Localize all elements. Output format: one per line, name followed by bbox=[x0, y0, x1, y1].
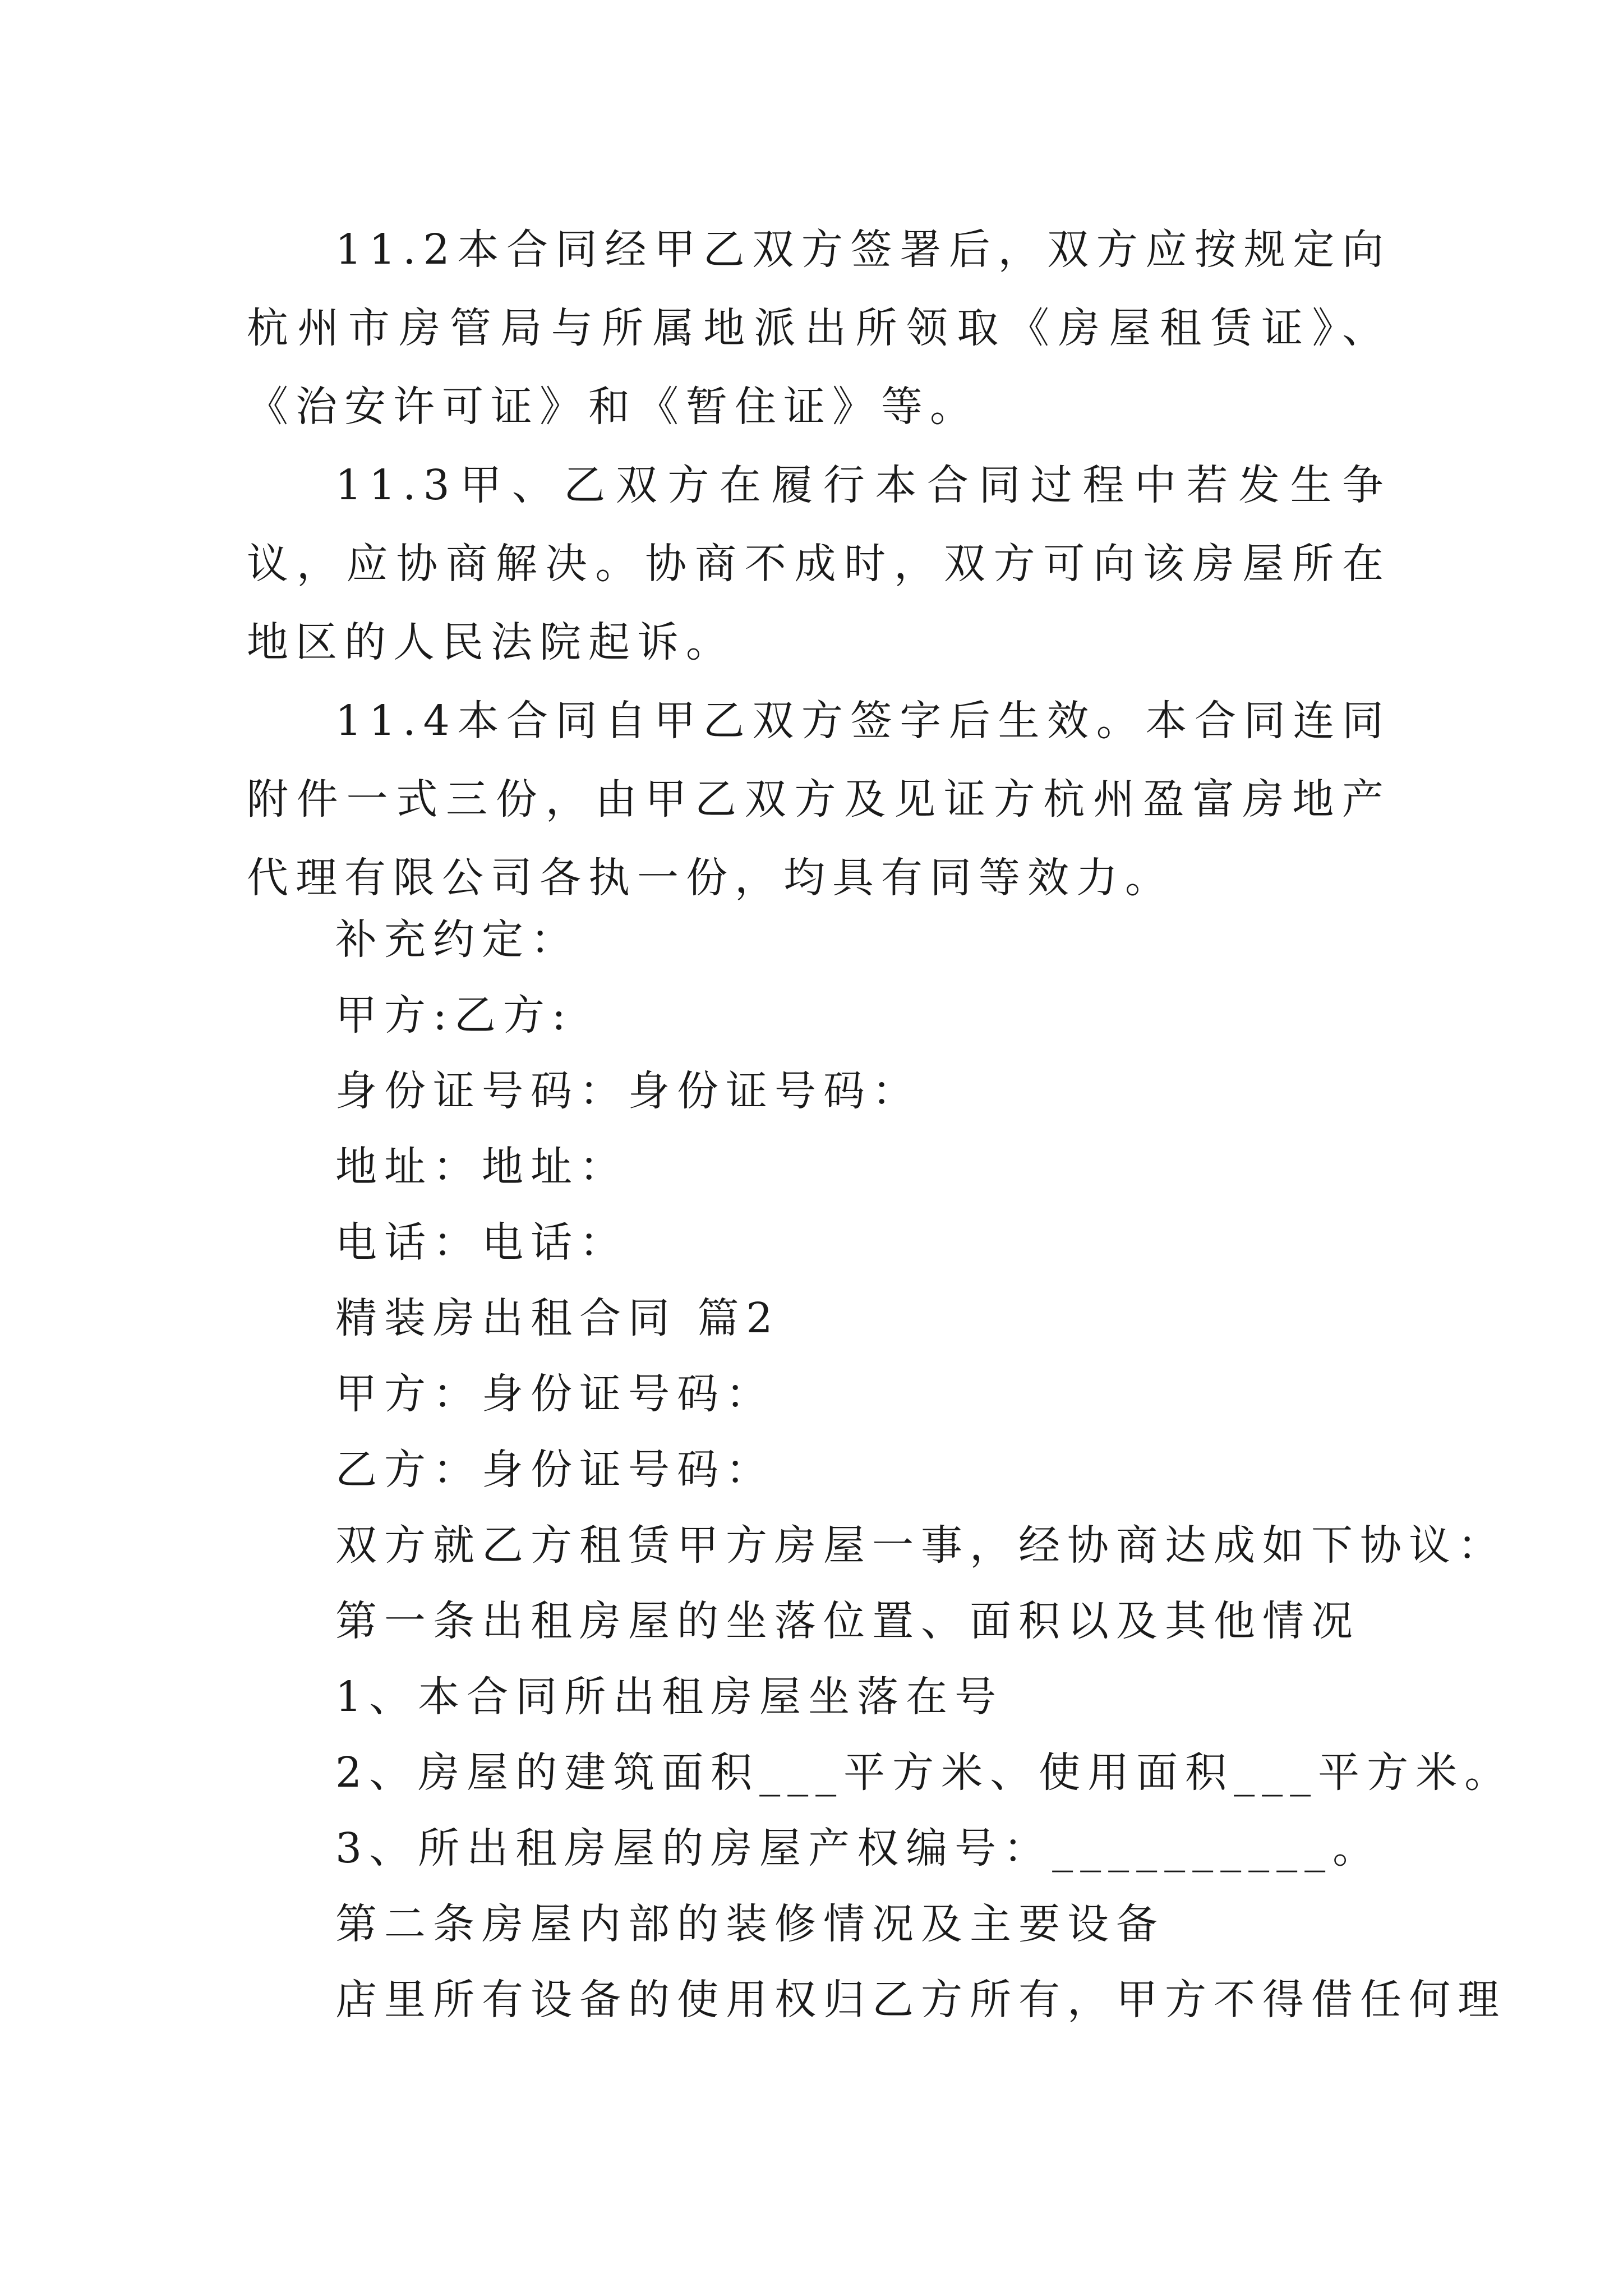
paragraph-11-3: 11.3甲、乙双方在履行本合同过程中若发生争议，应协商解决。协商不成时，双方可向该房屋所在地区的人民法院起诉。 bbox=[247, 461, 1391, 666]
article-one-item-1: 1、本合同所出租房屋坐落在号 bbox=[335, 1673, 1004, 1721]
contract-title: 精装房出租合同 篇2 bbox=[335, 1294, 780, 1342]
party-b-line: 乙方：身份证号码： bbox=[335, 1446, 774, 1494]
article-two-text: 店里所有设备的使用权归乙方所有，甲方不得借任何理 bbox=[335, 1976, 1506, 2024]
address-line: 地址：地址： bbox=[335, 1143, 628, 1191]
article-one-item-2: 2、房屋的建筑面积___平方米、使用面积___平方米。 bbox=[335, 1749, 1514, 1797]
paragraph-11-4: 11.4本合同自甲乙双方签字后生效。本合同连同附件一式三份，由甲乙双方及见证方杭州盈富房地产代理有限公司各执一份，均具有同等效力。 bbox=[247, 697, 1391, 902]
supplementary-heading: 补充约定： bbox=[335, 915, 579, 964]
party-a-line: 甲方：身份证号码： bbox=[335, 1370, 774, 1418]
article-one-item-3: 3、所出租房屋的房屋产权编号：__________。 bbox=[335, 1824, 1382, 1872]
article-one-heading: 第一条出租房屋的坐落位置、面积以及其他情况 bbox=[335, 1597, 1360, 1645]
article-two-heading: 第二条房屋内部的装修情况及主要设备 bbox=[335, 1900, 1165, 1948]
id-number-line: 身份证号码：身份证号码： bbox=[335, 1067, 921, 1115]
phone-line: 电话：电话： bbox=[335, 1218, 628, 1267]
party-line: 甲方:乙方: bbox=[335, 991, 573, 1039]
paragraph-11-2: 11.2本合同经甲乙双方签署后，双方应按规定向杭州市房管局与所属地派出所领取《房屋租赁证》、《治安许可证》和《暂住证》等。 bbox=[247, 226, 1391, 431]
agreement-intro: 双方就乙方租赁甲方房屋一事，经协商达成如下协议： bbox=[335, 1521, 1506, 1570]
